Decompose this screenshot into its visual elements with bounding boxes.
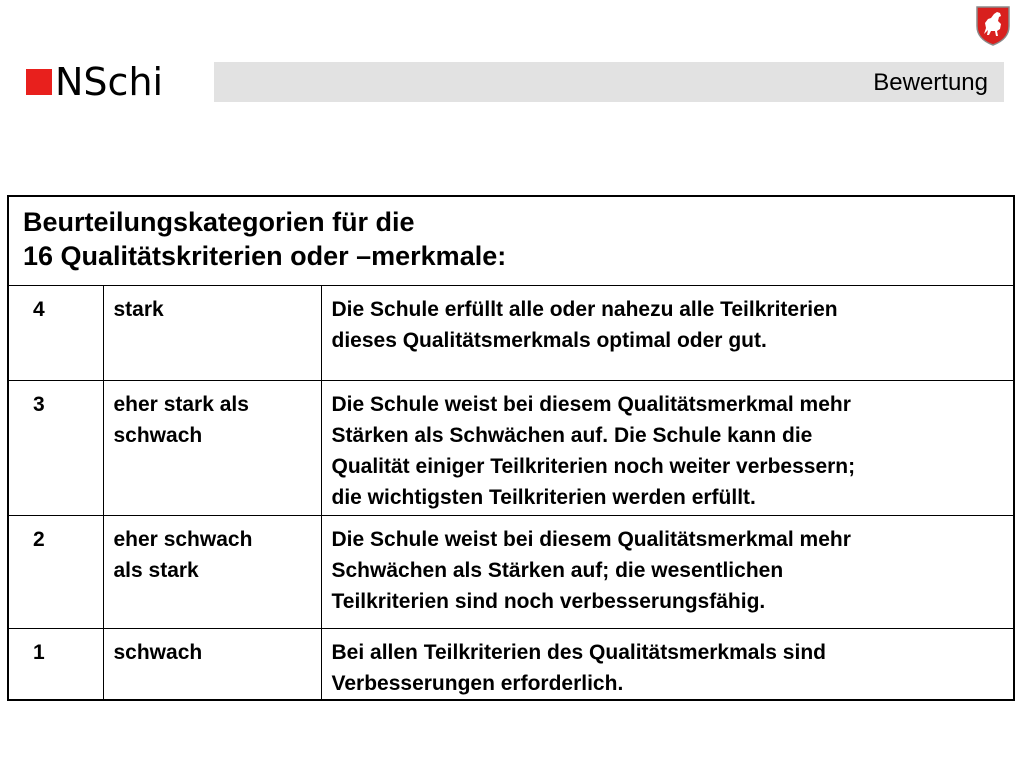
label-line: schwach	[113, 641, 203, 664]
logo-text: NSchi	[55, 60, 164, 104]
label-line: eher stark als	[113, 393, 249, 416]
table-caption	[8, 196, 1014, 286]
description-line: Die Schule erfüllt alle oder nahezu alle Teilkriterien	[331, 298, 838, 321]
description-cell	[321, 381, 1014, 516]
description-line: die wichtigsten Teilkriterien werden erfüllt.	[331, 486, 756, 509]
table-row	[8, 381, 1014, 516]
description-line: Schwächen als Stärken auf; die wesentlichen	[331, 559, 784, 582]
score-cell: 4	[8, 286, 103, 381]
label-line: als stark	[113, 559, 199, 582]
nschi-logo	[26, 60, 163, 104]
description-cell	[321, 629, 1014, 701]
label-line: schwach	[113, 424, 203, 447]
description-cell	[321, 286, 1014, 381]
criteria-table	[7, 195, 1015, 701]
label-cell	[103, 381, 321, 516]
table-row	[8, 516, 1014, 629]
label-line: eher schwach	[113, 528, 253, 551]
caption-line-2: 16 Qualitätskriterien oder –merkmale:	[23, 241, 507, 271]
table-row	[8, 629, 1014, 701]
description-line: dieses Qualitätsmerkmals optimal oder gut.	[331, 329, 767, 352]
label-cell	[103, 286, 321, 381]
description-line: Verbesserungen erforderlich.	[331, 672, 624, 695]
description-line: Stärken als Schwächen auf. Die Schule kann die	[331, 424, 813, 447]
label-line: stark	[113, 298, 164, 321]
table-caption-row	[8, 196, 1014, 286]
description-line: Bei allen Teilkriterien des Qualitätsmerkmals sind	[331, 641, 826, 664]
header-title: Bewertung	[873, 69, 988, 96]
logo-red-square-icon	[26, 69, 52, 95]
header-bar	[214, 62, 1004, 102]
description-line: Die Schule weist bei diesem Qualitätsmerkmal mehr	[331, 393, 851, 416]
score-cell: 2	[8, 516, 103, 629]
caption-line-1: Beurteilungskategorien für die	[23, 207, 415, 237]
description-line: Qualität einiger Teilkriterien noch weiter verbessern;	[331, 455, 856, 478]
label-cell	[103, 629, 321, 701]
table-row	[8, 286, 1014, 381]
label-cell	[103, 516, 321, 629]
score-cell: 1	[8, 629, 103, 701]
description-line: Teilkriterien sind noch verbesserungsfähig.	[331, 590, 766, 613]
description-line: Die Schule weist bei diesem Qualitätsmerkmal mehr	[331, 528, 851, 551]
score-cell: 3	[8, 381, 103, 516]
description-cell	[321, 516, 1014, 629]
lower-saxony-horse-crest-icon	[974, 4, 1012, 46]
